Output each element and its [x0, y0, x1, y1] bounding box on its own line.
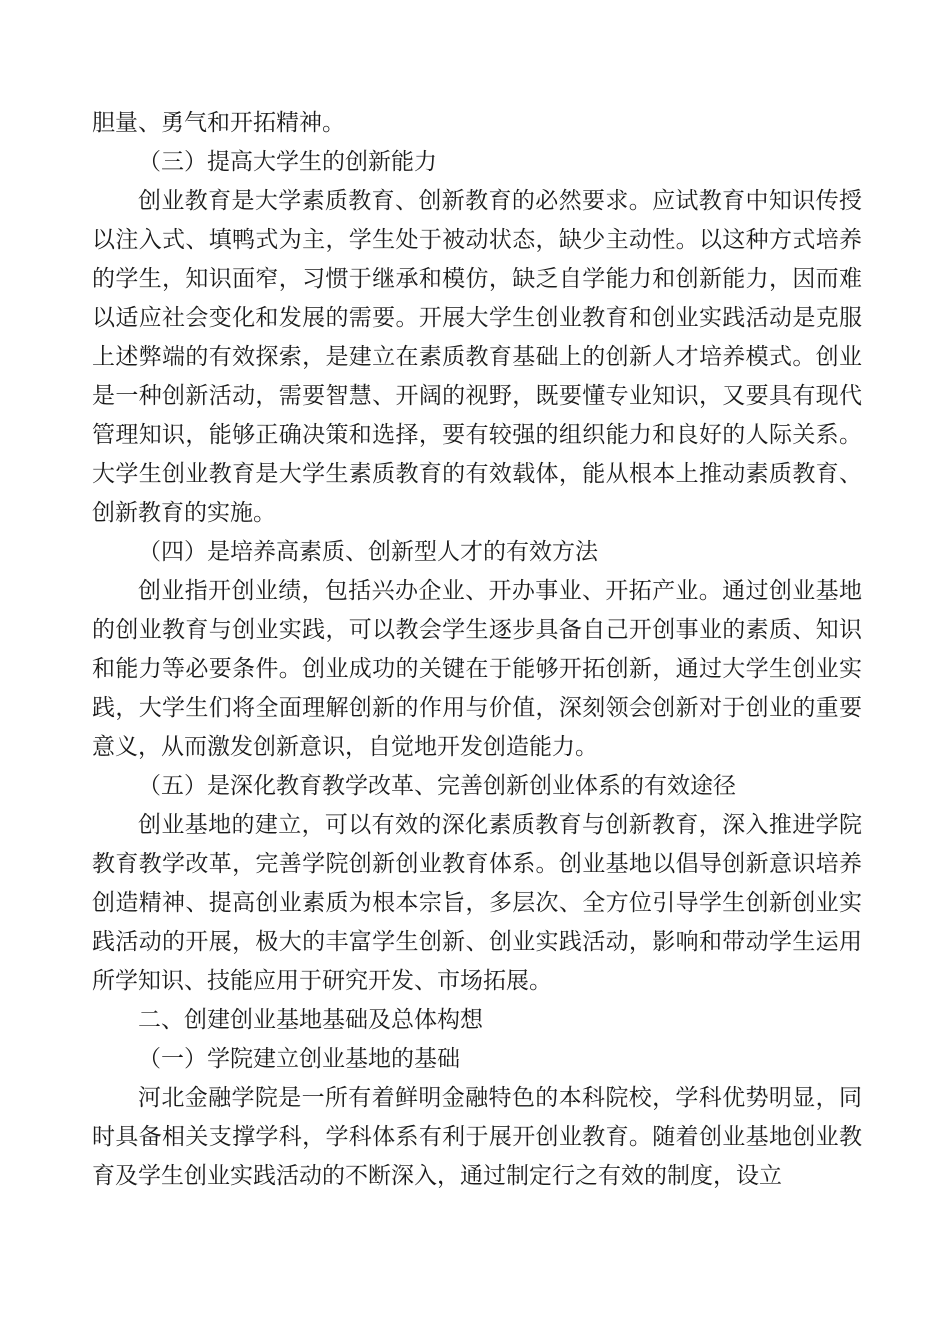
- paragraph: 河北金融学院是一所有着鲜明金融特色的本科院校，学科优势明显，同时具备相关支撑学科，学科体系有利于展开创业教育。随着创业基地创业教育及学生创业实践活动的不断深入，通过制定行之有效的制度，设立: [92, 1085, 862, 1189]
- section-heading-1: （一）学院建立创业基地的基础: [138, 1046, 460, 1072]
- section-heading-4: （四）是培养高素质、创新型人才的有效方法: [138, 539, 598, 565]
- paragraph: 创业基地的建立，可以有效的深化素质教育与创新教育，深入推进学院教育教学改革，完善学院创新创业教育体系。创业基地以倡导创新意识培养创造精神、提高创业素质为根本宗旨，多层次、全方位引导学生创新创业实践活动的开展，极大的丰富学生创新、创业实践活动，影响和带动学生运用所学知识、技能应用于研究开发、市场拓展。: [92, 812, 862, 994]
- chapter-heading-2: 二、创建创业基地基础及总体构想: [138, 1007, 483, 1033]
- document-body: [92, 104, 862, 1196]
- section-heading-5: （五）是深化教育教学改革、完善创新创业体系的有效途径: [138, 773, 736, 799]
- section-heading-3: （三）提高大学生的创新能力: [138, 149, 437, 175]
- paragraph: 创业教育是大学素质教育、创新教育的必然要求。应试教育中知识传授以注入式、填鸭式为主，学生处于被动状态，缺少主动性。以这种方式培养的学生，知识面窄，习惯于继承和模仿，缺乏自学能力和创新能力，因而难以适应社会变化和发展的需要。开展大学生创业教育和创业实践活动是克服上述弊端的有效探索，是建立在素质教育基础上的创新人才培养模式。创业是一种创新活动，需要智慧、开阔的视野，既要懂专业知识，又要具有现代管理知识，能够正确决策和选择，要有较强的组织能力和良好的人际关系。大学生创业教育是大学生素质教育的有效载体，能从根本上推动素质教育、创新教育的实施。: [92, 188, 862, 526]
- paragraph-continuation: 胆量、勇气和开拓精神。: [92, 110, 345, 136]
- paragraph: 创业指开创业绩，包括兴办企业、开办事业、开拓产业。通过创业基地的创业教育与创业实践，可以教会学生逐步具备自己开创事业的素质、知识和能力等必要条件。创业成功的关键在于能够开拓创新，通过大学生创业实践，大学生们将全面理解创新的作用与价值，深刻领会创新对于创业的重要意义，从而激发创新意识，自觉地开发创造能力。: [92, 578, 862, 760]
